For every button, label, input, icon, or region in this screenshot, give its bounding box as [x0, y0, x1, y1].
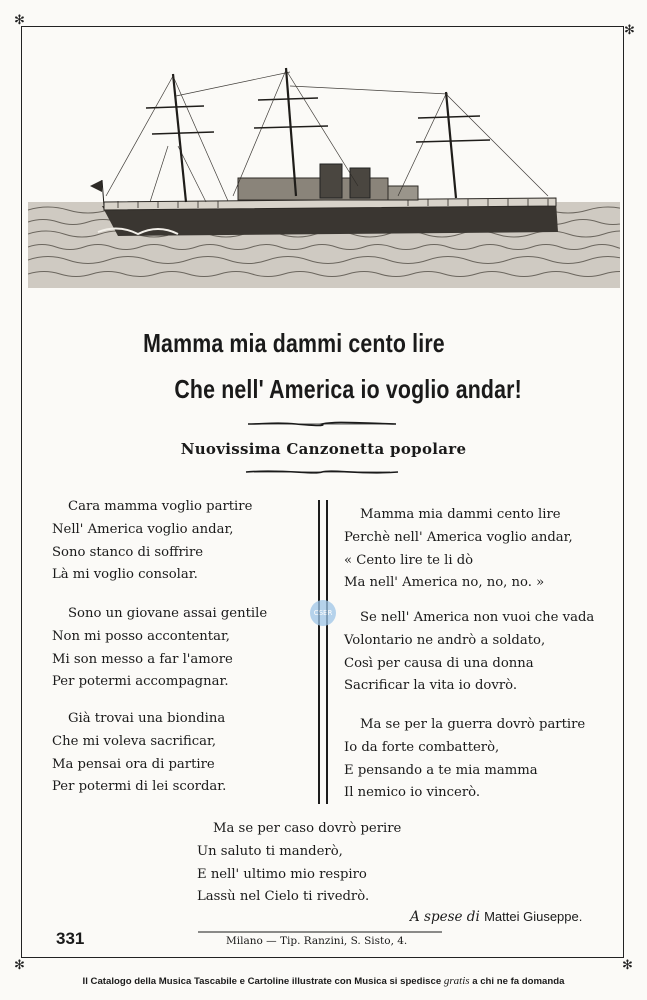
archive-watermark-icon: CSER: [310, 600, 336, 626]
footer-text-part-1: Il Catalogo della Musica Tascabile e Cartoline illustrate con Musica si spedisce: [82, 976, 442, 987]
subtitle-divider-rule: [244, 466, 400, 478]
footer-text-part-2: a chi ne fa domanda: [472, 976, 565, 987]
lyric-line: Non mi posso accontentar,: [52, 628, 230, 644]
lyric-line: Ma se per caso dovrò perire: [213, 821, 402, 836]
signature-prefix: A spese di: [410, 909, 480, 925]
title-divider-rule: [246, 418, 398, 430]
lyric-line: Se nell' America non vuoi che vada: [360, 610, 595, 625]
corner-ornament-icon: ✻: [14, 958, 25, 973]
corner-ornament-icon: ✻: [14, 13, 25, 28]
footer-text-gratis: gratis: [443, 975, 470, 987]
printer-imprint: Milano — Tip. Ranzini, S. Sisto, 4.: [226, 935, 408, 947]
lyric-line: Per potermi di lei scordar.: [52, 779, 227, 795]
lyric-line: Mi son messo a far l'amore: [52, 651, 233, 667]
publisher-signature: [410, 909, 582, 925]
lyric-stanza-right-2: [344, 607, 594, 698]
lyric-line: Il nemico io vincerò.: [344, 785, 481, 801]
printer-rule: [198, 930, 442, 934]
lyric-line: Volontario ne andrò a soldato,: [344, 632, 546, 648]
song-title-line-2: Che nell' America io voglio andar!: [174, 374, 522, 404]
lyric-line: Perchè nell' America voglio andar,: [344, 529, 573, 545]
lyric-line: Sono stanco di soffrire: [52, 544, 204, 560]
lyric-stanza-left-2: [52, 603, 267, 694]
lyric-line: Io da forte combatterò,: [344, 739, 500, 755]
lyric-line: E nell' ultimo mio respiro: [197, 866, 367, 882]
lyric-line: Ma nell' America no, no, no. »: [344, 575, 545, 591]
lyric-line: E pensando a te mia mamma: [344, 762, 538, 778]
lyric-line: Lassù nel Cielo ti rivedrò.: [197, 889, 370, 905]
lyric-stanza-left-1: [52, 496, 252, 587]
lyric-line: « Cento lire te li dò: [344, 552, 474, 568]
signature-name: Mattei Giuseppe.: [484, 909, 583, 924]
lyric-line: Così per causa di una donna: [344, 655, 534, 671]
lyric-line: Ma pensai ora di partire: [52, 756, 215, 772]
lyric-stanza-left-3: [52, 708, 226, 799]
catalog-number: 331: [56, 929, 85, 948]
column-divider: [318, 500, 320, 804]
lyric-line: Un saluto ti manderò,: [197, 843, 343, 859]
corner-ornament-icon: ✻: [624, 23, 635, 38]
column-divider: [326, 500, 328, 804]
lyric-stanza-right-1: [344, 504, 573, 595]
lyric-line: Sono un giovane assai gentile: [68, 606, 268, 621]
lyric-line: Per potermi accompagnar.: [52, 674, 229, 690]
catalog-footer-note: [0, 975, 647, 987]
lyric-line: Sacrificar la vita io dovrò.: [344, 678, 518, 694]
lyric-stanza-final: [197, 818, 401, 909]
corner-ornament-icon: ✻: [622, 958, 633, 973]
lyric-line: Già trovai una biondina: [68, 711, 226, 726]
lyric-line: Che mi voleva sacrificar,: [52, 733, 217, 749]
steamship-illustration: [28, 36, 620, 288]
lyric-line: Là mi voglio consolar.: [52, 567, 198, 583]
lyric-stanza-right-3: [344, 714, 585, 805]
song-subtitle: Nuovissima Canzonetta popolare: [180, 440, 467, 458]
lyric-line: Mamma mia dammi cento lire: [360, 507, 561, 522]
lyric-line: Nell' America voglio andar,: [52, 521, 234, 537]
lyric-line: Ma se per la guerra dovrò partire: [360, 717, 586, 732]
song-title-line-1: Mamma mia dammi cento lire: [143, 328, 445, 358]
lyric-line: Cara mamma voglio partire: [68, 499, 253, 514]
